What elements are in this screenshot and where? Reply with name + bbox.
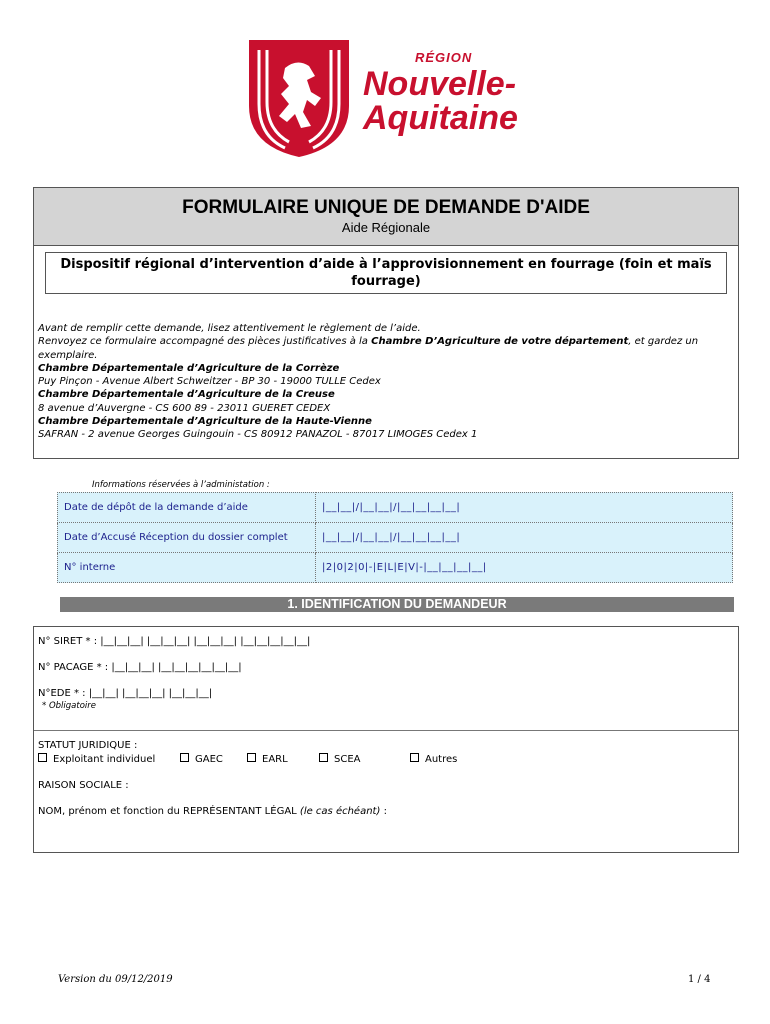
logo-region-label: RÉGION bbox=[415, 50, 473, 65]
representant-field[interactable] bbox=[38, 806, 387, 817]
table-row bbox=[58, 523, 733, 553]
checkbox-autres[interactable] bbox=[410, 753, 457, 765]
intro-line-2 bbox=[38, 335, 734, 362]
statut-label: STATUT JURIDIQUE : bbox=[38, 740, 138, 751]
identification-box bbox=[33, 626, 739, 853]
page-subtitle: Aide Régionale bbox=[341, 220, 431, 235]
logo-line-2: Aquitaine bbox=[363, 99, 518, 137]
option-label: SCEA bbox=[334, 754, 361, 765]
representant-label: NOM, prénom et fonction du REPRÉSENTANT LÉGAL bbox=[38, 806, 300, 817]
page-title: FORMULAIRE UNIQUE DE DEMANDE D'AIDE bbox=[182, 197, 590, 218]
chamber-address: Puy Pinçon - Avenue Albert Schweitzer - BP 30 - 19000 TULLE Cedex bbox=[38, 376, 381, 388]
intro-line-2-end: , et gardez un exemplaire. bbox=[38, 336, 699, 361]
checkbox-icon bbox=[319, 753, 328, 762]
admin-label: N° interne bbox=[58, 553, 316, 583]
checkbox-scea[interactable] bbox=[319, 753, 361, 765]
page-number: 1 / 4 bbox=[688, 974, 711, 985]
statut-options bbox=[38, 753, 738, 767]
date-depot-field[interactable]: |__|__|/|__|__|/|__|__|__|__| bbox=[316, 493, 733, 523]
intro-line-2-bold: Chambre D’Agriculture de votre département bbox=[371, 336, 629, 348]
checkbox-earl[interactable] bbox=[247, 753, 288, 765]
admin-info-table bbox=[57, 492, 733, 583]
form-header-box bbox=[33, 187, 739, 459]
chamber-name: Chambre Départementale d’Agriculture de la Haute-Vienne bbox=[38, 416, 372, 428]
region-logo bbox=[245, 36, 545, 161]
chamber-name: Chambre Départementale d’Agriculture de la Creuse bbox=[38, 389, 335, 401]
intro-instructions bbox=[38, 322, 734, 442]
option-label: Exploitant individuel bbox=[53, 754, 156, 765]
admin-label: Date d’Accusé Réception du dossier complet bbox=[58, 523, 316, 553]
table-row bbox=[58, 553, 733, 583]
pacage-field[interactable]: N° PACAGE * : |__|__|__| |__|__|__|__|__|__| bbox=[38, 662, 242, 673]
logo-line-1: Nouvelle- bbox=[363, 65, 517, 103]
chamber-creuse bbox=[38, 388, 734, 415]
intro-line-2-start: Renvoyez ce formulaire accompagné des pièces justificatives à la bbox=[38, 336, 372, 348]
title-band bbox=[34, 188, 738, 246]
date-accuse-field[interactable]: |__|__|/|__|__|/|__|__|__|__| bbox=[316, 523, 733, 553]
chamber-haute-vienne bbox=[38, 415, 734, 442]
admin-label: Date de dépôt de la demande d’aide bbox=[58, 493, 316, 523]
checkbox-icon bbox=[247, 753, 256, 762]
checkbox-icon bbox=[180, 753, 189, 762]
option-label: Autres bbox=[425, 754, 458, 765]
chamber-correze bbox=[38, 362, 734, 389]
chamber-name: Chambre Départementale d’Agriculture de la Corrèze bbox=[38, 362, 340, 374]
raison-sociale-field[interactable]: RAISON SOCIALE : bbox=[38, 780, 129, 791]
ede-field[interactable]: N°EDE * : |__|__| |__|__|__| |__|__|__| bbox=[38, 688, 213, 699]
shield-icon bbox=[245, 36, 355, 161]
admin-caption: Informations réservées à l’administation : bbox=[92, 480, 270, 490]
numero-interne-field[interactable]: |2|0|2|0|-|E|L|E|V|-|__|__|__|__| bbox=[316, 553, 733, 583]
intro-line-1: Avant de remplir cette demande, lisez attentivement le règlement de l’aide. bbox=[38, 323, 421, 334]
chamber-address: 8 avenue d’Auvergne - CS 600 89 - 23011 GUERET CEDEX bbox=[38, 402, 331, 414]
divider bbox=[34, 730, 738, 731]
checkbox-icon bbox=[410, 753, 419, 762]
obligatoire-note: * Obligatoire bbox=[42, 701, 96, 711]
section-1-heading: 1. IDENTIFICATION DU DEMANDEUR bbox=[60, 597, 734, 612]
chamber-address: SAFRAN - 2 avenue Georges Guingouin - CS 80912 PANAZOL - 87017 LIMOGES Cedex 1 bbox=[38, 429, 478, 441]
representant-colon: : bbox=[380, 806, 387, 817]
dispositif-title: Dispositif régional d’intervention d’aide à l’approvisionnement en fourrage (foin et maïs fourrage) bbox=[45, 252, 727, 294]
footer-version: Version du 09/12/2019 bbox=[58, 974, 173, 985]
checkbox-gaec[interactable] bbox=[180, 753, 223, 765]
checkbox-icon bbox=[38, 753, 47, 762]
option-label: GAEC bbox=[195, 754, 223, 765]
siret-field[interactable]: N° SIRET * : |__|__|__| |__|__|__| |__|__|__| |__|__|__|__|__| bbox=[38, 636, 311, 647]
representant-note: (le cas échéant) bbox=[299, 806, 381, 817]
checkbox-exploitant[interactable] bbox=[38, 753, 155, 765]
option-label: EARL bbox=[262, 754, 288, 765]
table-row bbox=[58, 493, 733, 523]
logo-wordmark bbox=[363, 50, 518, 135]
